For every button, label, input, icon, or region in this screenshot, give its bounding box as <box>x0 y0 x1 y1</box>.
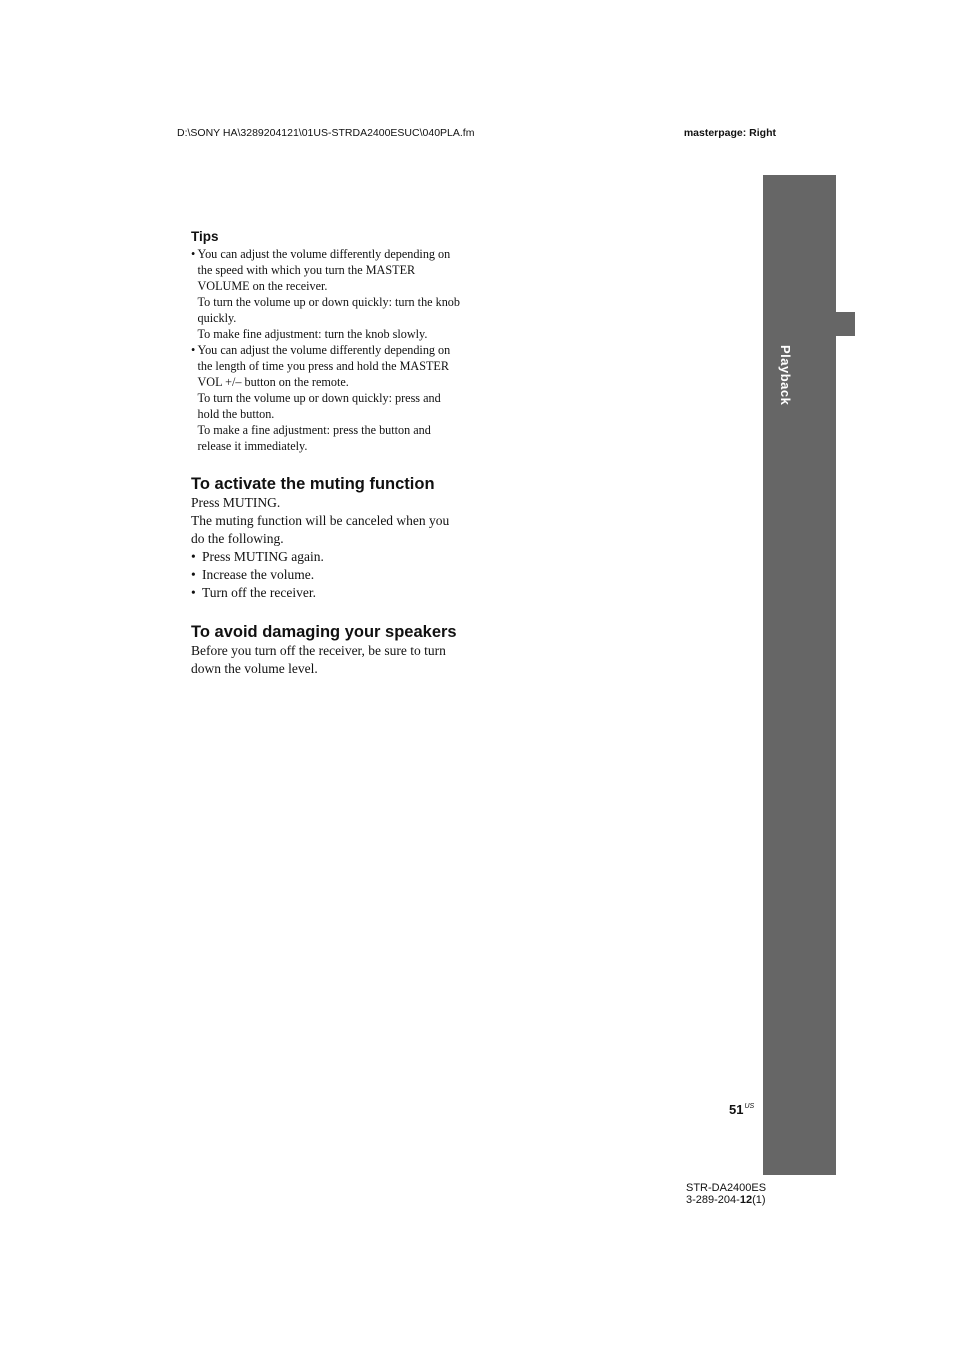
list-item: • Turn off the receiver. <box>191 584 461 602</box>
tip-item <box>191 246 461 342</box>
tips-title: Tips <box>191 229 219 244</box>
muting-text: The muting function will be canceled when you do the following. <box>191 513 450 546</box>
list-item: • Increase the volume. <box>191 566 461 584</box>
model-number: STR-DA2400ES <box>686 1182 767 1194</box>
muting-bullets <box>191 548 461 602</box>
tip-text: To turn the volume up or down quickly: turn the knob quickly. <box>197 295 460 325</box>
section-tab <box>836 312 855 336</box>
tip-text: To make a fine adjustment: press the button and release it immediately. <box>197 423 431 453</box>
tips-list <box>191 246 461 454</box>
tip-text: To make fine adjustment: turn the knob slowly. <box>197 327 428 341</box>
muting-intro: Press MUTING. <box>191 495 281 510</box>
page-number <box>729 1102 754 1117</box>
tip-text: • You can adjust the volume differently depending on the speed with which you turn the MASTER VOLUME on the receiver. <box>197 247 451 293</box>
speakers-text: Before you turn off the receiver, be sure to turn down the volume level. <box>191 643 446 676</box>
page-number-value: 51 <box>729 1102 744 1117</box>
header-masterpage: masterpage: Right <box>683 127 776 139</box>
part-code-prefix: 3-289-204- <box>686 1194 740 1206</box>
header-file-path: D:\SONY HA\3289204121\01US-STRDA2400ESUC\040PLA.fm <box>177 127 475 139</box>
page-number-suffix: US <box>744 1103 755 1110</box>
speakers-heading: To avoid damaging your speakers <box>191 623 457 641</box>
tip-text: To turn the volume up or down quickly: press and hold the button. <box>197 391 441 421</box>
part-code <box>686 1194 766 1206</box>
section-sidebar <box>763 175 836 1175</box>
content-column <box>191 229 461 678</box>
part-code-suffix: (1) <box>752 1194 766 1206</box>
model-info <box>686 1182 766 1206</box>
tip-item <box>191 342 461 454</box>
muting-heading: To activate the muting function <box>191 475 435 493</box>
part-code-bold: 12 <box>739 1194 753 1206</box>
tip-text: • You can adjust the volume differently depending on the length of time you press and hold the MASTER VOL +/– button on the remote. <box>197 343 451 389</box>
list-item: • Press MUTING again. <box>191 548 461 566</box>
sidebar-section-label: Playback <box>778 345 793 406</box>
